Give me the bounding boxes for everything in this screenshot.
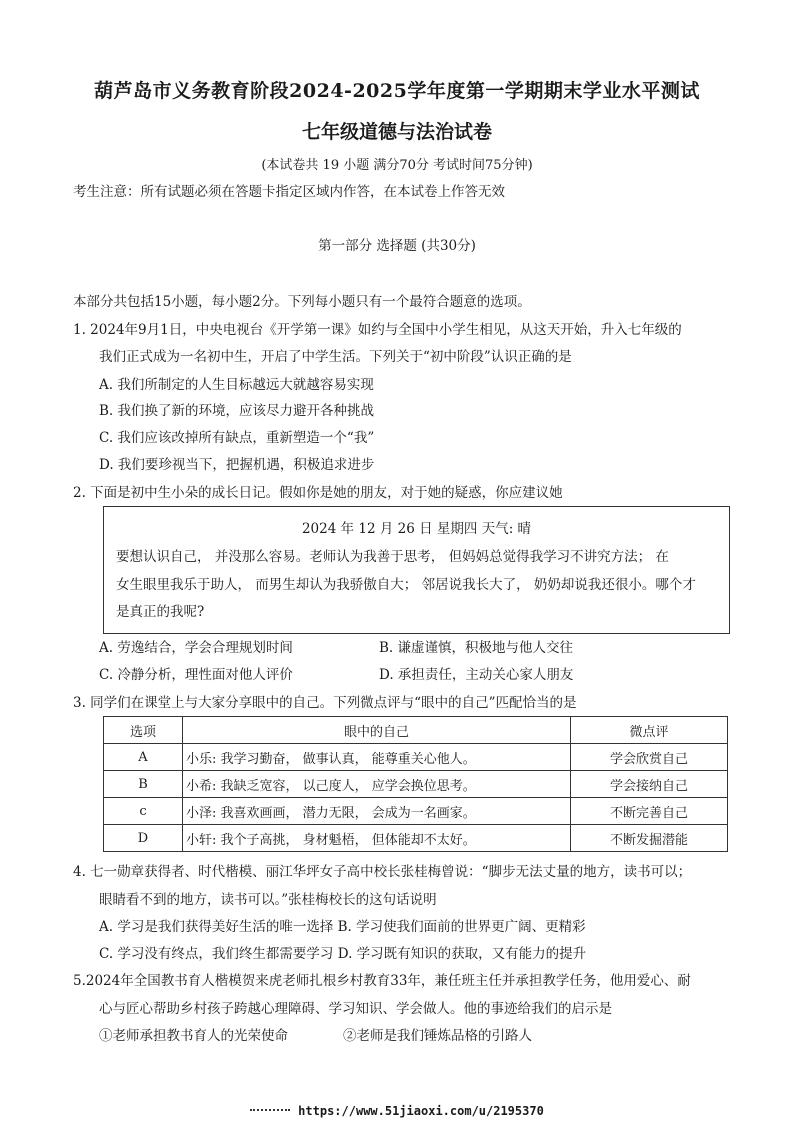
row-option: A xyxy=(104,744,183,771)
diary-line-2: 女生眼里我乐于助人， 而男生却认为我骄傲自大； 邻居说我长大了， 奶奶却说我还很小。哪个才 xyxy=(116,577,696,593)
q2-option-d: D. 承担责任，主动关心家人朋友 xyxy=(379,667,574,683)
candidate-notice: 考生注意：所有试题必须在答题卡指定区域内作答，在本试卷上作答无效 xyxy=(73,184,505,200)
row-comment: 学会欣赏自己 xyxy=(571,744,728,771)
section-intro: 本部分共包括15小题，每小题2分。下列每小题只有一个最符合题意的选项。 xyxy=(73,294,531,310)
col-header-self: 眼中的自己 xyxy=(183,717,571,744)
q1-option-d: D. 我们要珍视当下，把握机遇，积极追求进步 xyxy=(99,457,375,473)
row-self: 小轩: 我个子高挑， 身材魁梧， 但体能却不太好。 xyxy=(183,825,571,852)
footer xyxy=(0,1104,794,1118)
row-comment: 不断发掘潜能 xyxy=(571,825,728,852)
q4-options-ab: A. 学习是我们获得美好生活的唯一选择 B. 学习使我们面前的世界更广阔、更精彩 xyxy=(99,919,586,935)
diary-line-3: 是真正的我呢? xyxy=(116,604,205,620)
row-comment: 学会接纳自己 xyxy=(571,771,728,798)
q2-option-a: A. 劳逸结合，学会合理规划时间 xyxy=(99,640,293,656)
q1-option-c: C. 我们应该改掉所有缺点，重新塑造一个“我” xyxy=(99,430,375,446)
row-self: 小希: 我缺乏宽容， 以己度人， 应学会换位思考。 xyxy=(183,771,571,798)
table-row xyxy=(104,825,728,852)
q2-option-b: B. 谦虚谨慎，积极地与他人交往 xyxy=(379,640,574,656)
table-header-row xyxy=(104,717,728,744)
exam-meta: (本试卷共 19 小题 满分70分 考试时间75分钟) xyxy=(261,158,533,173)
q3-table xyxy=(103,716,728,852)
diary-line-1: 要想认识自己， 并没那么容易。老师认为我善于思考， 但妈妈总觉得我学习不讲究方法； 在 xyxy=(116,549,669,565)
q1-option-a: A. 我们所制定的人生目标越远大就越容易实现 xyxy=(99,377,374,393)
exam-subtitle: 七年级道德与法治试卷 xyxy=(301,121,492,143)
row-option: B xyxy=(104,771,183,798)
q1-option-b: B. 我们换了新的环境，应该尽力避开各种挑战 xyxy=(99,403,375,419)
col-header-option: 选项 xyxy=(104,717,183,744)
diary-date: 2024 年 12 月 26 日 星期四 天气: 晴 xyxy=(301,521,532,537)
row-option: c xyxy=(104,798,183,825)
q4-stem-line2: 眼睛看不到的地方，读书可以。”张桂梅校长的这句话说明 xyxy=(99,892,437,908)
row-self: 小泽: 我喜欢画画， 潜力无限， 会成为一名画家。 xyxy=(183,798,571,825)
q5-item-2: ②老师是我们锤炼品格的引路人 xyxy=(343,1028,532,1044)
q3-stem: 3. 同学们在课堂上与大家分享眼中的自己。下列微点评与“眼中的自己”匹配恰当的是 xyxy=(73,695,577,711)
q4-options-cd: C. 学习没有终点，我们终生都需要学习 D. 学习既有知识的获取，又有能力的提升 xyxy=(99,946,587,962)
q5-stem-line2: 心与匠心帮助乡村孩子跨越心理障碍、学习知识、学会做人。他的事迹给我们的启示是 xyxy=(99,1001,612,1017)
section-title: 第一部分 选择题 (共30分) xyxy=(318,238,476,254)
q1-stem-line1: 1. 2024年9月1日，中央电视台《开学第一课》如约与全国中小学生相见，从这天开始，升入七年级的 xyxy=(73,322,682,338)
footer-url[interactable]: https://www.51jiaoxi.com/u/2195370 xyxy=(298,1104,544,1118)
diary-box xyxy=(103,506,730,634)
exam-title: 葫芦岛市义务教育阶段2024-2025学年度第一学期期末学业水平测试 xyxy=(94,80,700,102)
table-row xyxy=(104,798,728,825)
q4-stem-line1: 4. 七一勋章获得者、时代楷模、丽江华坪女子高中校长张桂梅曾说：“脚步无法丈量的地方，读书可以； xyxy=(73,864,692,880)
row-option: D xyxy=(104,825,183,852)
row-self: 小乐: 我学习勤奋， 做事认真， 能尊重关心他人。 xyxy=(183,744,571,771)
row-comment: 不断完善自己 xyxy=(571,798,728,825)
col-header-comment: 微点评 xyxy=(571,717,728,744)
table-row xyxy=(104,771,728,798)
q5-item-1: ①老师承担教书育人的光荣使命 xyxy=(99,1028,288,1044)
footer-mark xyxy=(250,1109,290,1115)
q5-stem-line1: 5.2024年全国教书育人楷模贺来虎老师扎根乡村教育33年，兼任班主任并承担教学任务，他用爱心、耐 xyxy=(73,973,691,989)
q2-stem: 2. 下面是初中生小朵的成长日记。假如你是她的朋友，对于她的疑惑，你应建议她 xyxy=(73,485,563,501)
q2-option-c: C. 冷静分析，理性面对他人评价 xyxy=(99,667,293,683)
q1-stem-line2: 我们正式成为一名初中生，开启了中学生活。下列关于“初中阶段”认识正确的是 xyxy=(99,349,572,365)
table-row xyxy=(104,744,728,771)
